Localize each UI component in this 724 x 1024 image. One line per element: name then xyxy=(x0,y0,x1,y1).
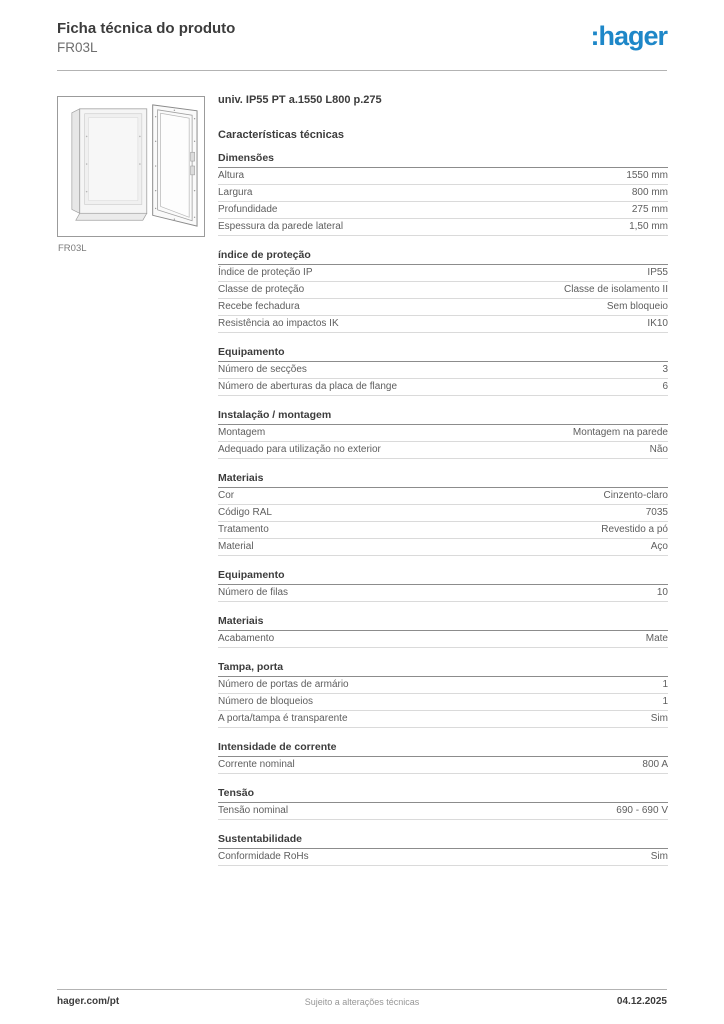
spec-row xyxy=(218,379,668,396)
section-title: índice de proteção xyxy=(218,249,668,265)
footer-website: hager.com/pt xyxy=(57,996,120,1007)
spec-label: Número de aberturas da placa de flange xyxy=(218,381,398,392)
spec-section xyxy=(218,833,668,866)
spec-value: Revestido a pó xyxy=(601,524,668,535)
spec-label: Cor xyxy=(218,490,235,501)
spec-label: A porta/tampa é transparente xyxy=(218,713,348,724)
spec-value: Mate xyxy=(645,633,668,644)
spec-value: Cinzento-claro xyxy=(603,490,668,501)
spec-label: Classe de proteção xyxy=(218,284,305,295)
spec-row xyxy=(218,425,668,442)
spec-value: IP55 xyxy=(647,267,668,278)
spec-row xyxy=(218,849,668,866)
spec-row xyxy=(218,202,668,219)
spec-row xyxy=(218,265,668,282)
spec-value: Montagem na parede xyxy=(572,427,668,438)
spec-row xyxy=(218,282,668,299)
footer-date: 04.12.2025 xyxy=(616,996,667,1007)
spec-section xyxy=(218,249,668,333)
product-image-caption: FR03L xyxy=(58,243,87,254)
spec-label: Número de secções xyxy=(218,364,307,375)
spec-row xyxy=(218,694,668,711)
section-title: Tampa, porta xyxy=(218,661,668,677)
spec-label: Largura xyxy=(218,187,253,198)
spec-value: 10 xyxy=(656,587,668,598)
characteristics-heading: Características técnicas xyxy=(218,129,344,141)
spec-row xyxy=(218,299,668,316)
spec-section xyxy=(218,741,668,774)
section-title: Intensidade de corrente xyxy=(218,741,668,757)
section-title: Tensão xyxy=(218,787,668,803)
spec-value: 1 xyxy=(662,696,668,707)
spec-value: Aço xyxy=(650,541,668,552)
spec-section xyxy=(218,661,668,728)
spec-value: 690 - 690 V xyxy=(616,805,668,816)
spec-value: 1,50 mm xyxy=(629,221,668,232)
footer-divider xyxy=(57,989,667,990)
section-title: Materiais xyxy=(218,472,668,488)
spec-label: Tratamento xyxy=(218,524,269,535)
product-code: FR03L xyxy=(57,39,98,55)
spec-section xyxy=(218,615,668,648)
spec-row xyxy=(218,316,668,333)
spec-label: Recebe fechadura xyxy=(218,301,300,312)
section-title: Instalação / montagem xyxy=(218,409,668,425)
spec-value: 275 mm xyxy=(631,204,668,215)
spec-row xyxy=(218,488,668,505)
spec-row xyxy=(218,539,668,556)
section-title: Sustentabilidade xyxy=(218,833,668,849)
spec-section xyxy=(218,346,668,396)
spec-row xyxy=(218,442,668,459)
spec-label: Tensão nominal xyxy=(218,805,289,816)
spec-row xyxy=(218,522,668,539)
section-title: Equipamento xyxy=(218,569,668,585)
spec-section xyxy=(218,569,668,602)
spec-section xyxy=(218,787,668,820)
spec-row xyxy=(218,711,668,728)
spec-label: Corrente nominal xyxy=(218,759,295,770)
spec-sections xyxy=(218,152,668,866)
spec-row xyxy=(218,219,668,236)
spec-label: Número de bloqueios xyxy=(218,696,314,707)
header-divider xyxy=(57,70,667,71)
spec-value: 1550 mm xyxy=(626,170,668,181)
spec-label: Material xyxy=(218,541,254,552)
spec-section xyxy=(218,472,668,556)
footer xyxy=(57,996,667,1007)
spec-label: Altura xyxy=(218,170,245,181)
spec-label: Profundidade xyxy=(218,204,278,215)
spec-value: Classe de isolamento II xyxy=(564,284,668,295)
spec-row xyxy=(218,185,668,202)
header xyxy=(57,20,235,56)
spec-value: 7035 xyxy=(645,507,668,518)
spec-label: Montagem xyxy=(218,427,266,438)
spec-row xyxy=(218,362,668,379)
spec-label: Conformidade RoHs xyxy=(218,851,309,862)
enclosure-illustration xyxy=(58,97,204,236)
spec-label: Resistência ao impactos IK xyxy=(218,318,339,329)
spec-value: Sem bloqueio xyxy=(606,301,668,312)
spec-value: 800 A xyxy=(642,759,668,770)
spec-value: 3 xyxy=(662,364,668,375)
section-title: Dimensões xyxy=(218,152,668,168)
product-name: univ. IP55 PT a.1550 L800 p.275 xyxy=(218,94,382,106)
spec-column xyxy=(218,94,668,866)
spec-value: 800 mm xyxy=(631,187,668,198)
spec-section xyxy=(218,152,668,236)
spec-value: Sim xyxy=(650,713,668,724)
spec-value: 6 xyxy=(662,381,668,392)
footer-disclaimer: Sujeito a alterações técnicas xyxy=(304,996,420,1007)
spec-value: 1 xyxy=(662,679,668,690)
spec-label: Adequado para utilização no exterior xyxy=(218,444,381,455)
spec-row xyxy=(218,803,668,820)
hager-logo: :hager xyxy=(590,21,667,51)
spec-label: Acabamento xyxy=(218,633,275,644)
spec-row xyxy=(218,757,668,774)
product-image-frame xyxy=(57,96,205,237)
spec-label: Código RAL xyxy=(218,507,272,518)
spec-row xyxy=(218,168,668,185)
section-title: Equipamento xyxy=(218,346,668,362)
section-title: Materiais xyxy=(218,615,668,631)
spec-label: Número de filas xyxy=(218,587,289,598)
spec-row xyxy=(218,585,668,602)
spec-row xyxy=(218,631,668,648)
spec-label: Índice de proteção IP xyxy=(218,267,313,278)
spec-value: Não xyxy=(649,444,668,455)
spec-value: IK10 xyxy=(647,318,668,329)
spec-row xyxy=(218,677,668,694)
spec-section xyxy=(218,409,668,459)
spec-value: Sim xyxy=(650,851,668,862)
spec-row xyxy=(218,505,668,522)
spec-label: Espessura da parede lateral xyxy=(218,221,344,232)
spec-label: Número de portas de armário xyxy=(218,679,349,690)
page-title: Ficha técnica do produto xyxy=(57,20,236,37)
